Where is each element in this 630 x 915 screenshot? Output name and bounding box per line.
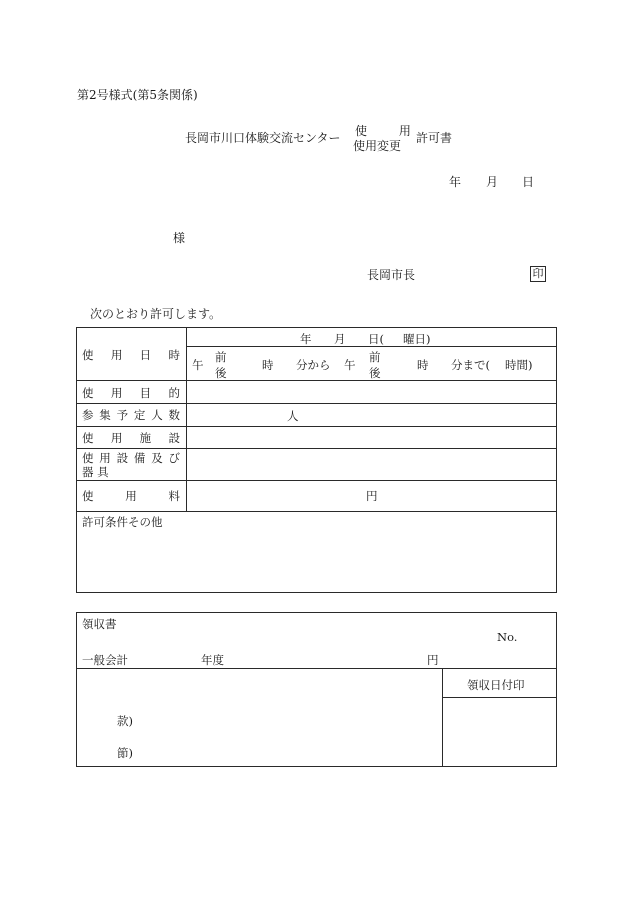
- duration-hours: 時間): [505, 358, 533, 372]
- label-equipment: 使 用 設 備 及 び: [82, 451, 180, 465]
- fee-unit: 円: [366, 489, 378, 503]
- document-title-facility: 長岡市川口体験交流センター: [185, 131, 341, 145]
- receipt-fiscal-year: 年度: [201, 653, 224, 667]
- end-hour: 時: [417, 358, 429, 372]
- label-conditions: 許可条件その他: [82, 515, 163, 529]
- intro-text: 次のとおり許可します。: [90, 307, 222, 321]
- document-title-use-change: 使用変更: [353, 139, 402, 153]
- receipt-account: 一般会計: [82, 653, 128, 667]
- end-am: 前: [369, 350, 381, 364]
- seal-mark: 印: [530, 266, 546, 282]
- label-purpose: 使 用 目 的: [82, 386, 180, 400]
- issuer-name: 長岡市長: [367, 268, 416, 282]
- start-minute-from: 分から: [296, 358, 331, 372]
- start-ampm-label: 午: [192, 358, 204, 372]
- form-number: 第2号様式(第5条関係): [77, 88, 198, 102]
- label-facility: 使 用 施 設: [82, 431, 180, 445]
- receipt-stamp-label: 領収日付印: [467, 678, 525, 692]
- usage-day: 日(: [368, 332, 384, 346]
- receipt-item: 款): [117, 714, 133, 728]
- usage-month: 月: [334, 332, 346, 346]
- document-title-suffix: 許可書: [416, 131, 453, 145]
- start-am: 前: [215, 350, 227, 364]
- start-hour: 時: [262, 358, 274, 372]
- label-equipment-2: 器 具: [82, 465, 109, 479]
- receipt-yen: 円: [427, 653, 439, 667]
- end-ampm-label: 午: [344, 358, 356, 372]
- date-month: 月: [486, 175, 499, 189]
- start-pm: 後: [215, 366, 227, 380]
- date-year: 年: [449, 175, 462, 189]
- usage-year: 年: [300, 332, 312, 346]
- label-fee: 使 用 料: [82, 489, 180, 503]
- receipt-title: 領収書: [82, 617, 117, 631]
- document-title-use: 使 用: [355, 124, 425, 138]
- receipt-number-label: No.: [497, 630, 518, 644]
- receipt-subitem: 節): [117, 746, 133, 760]
- date-day: 日: [522, 175, 535, 189]
- label-attendees: 参 集 予 定 人 数: [82, 408, 180, 422]
- end-minute-until: 分まで(: [451, 358, 490, 372]
- end-pm: 後: [369, 366, 381, 380]
- attendees-unit: 人: [287, 409, 299, 423]
- addressee-suffix: 様: [173, 231, 186, 245]
- label-usage-datetime: 使 用 日 時: [82, 348, 180, 362]
- usage-weekday: 曜日): [403, 332, 431, 346]
